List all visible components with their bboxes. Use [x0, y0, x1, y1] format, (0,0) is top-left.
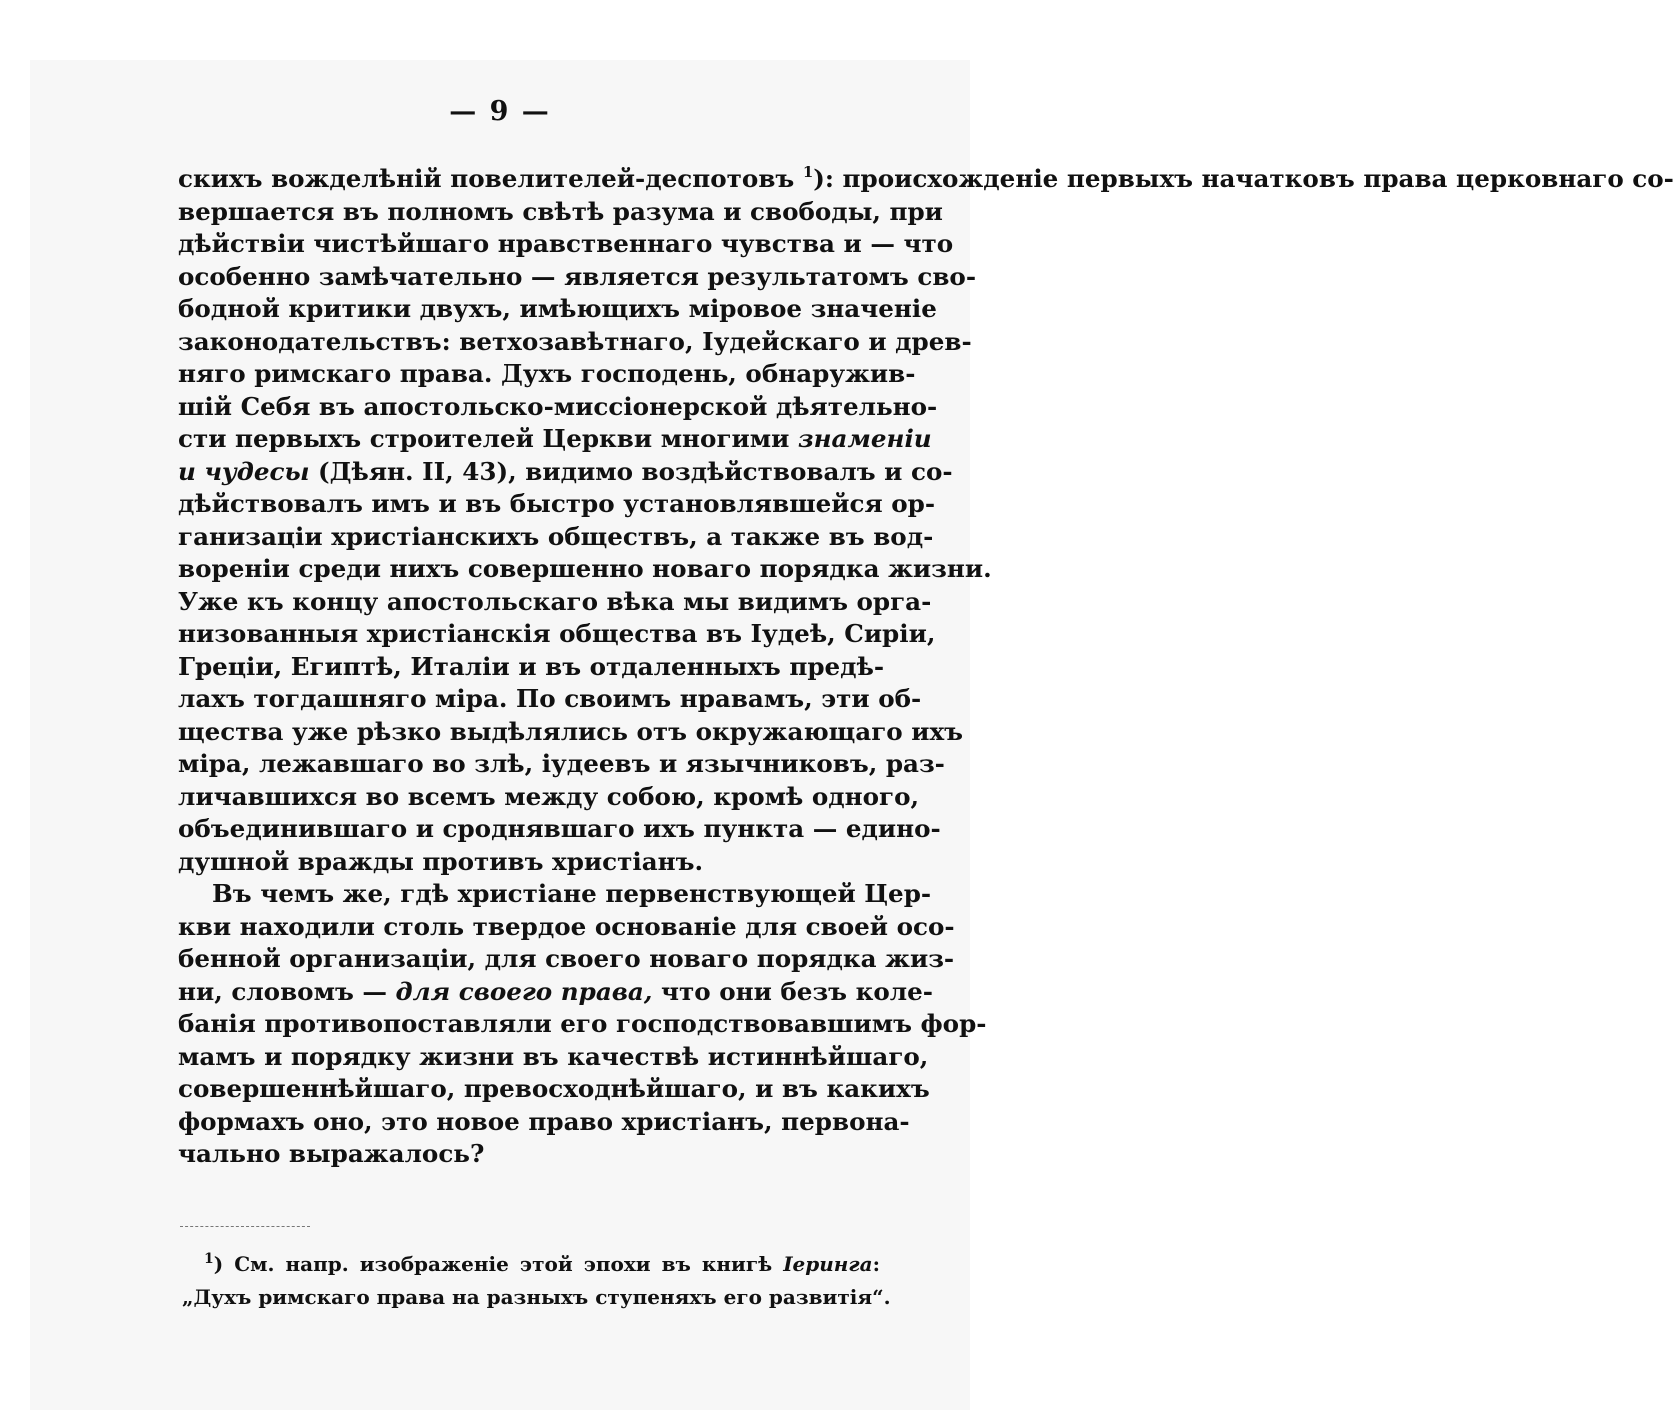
body-text [178, 163, 1674, 1171]
italic-phrase: и чудесы [178, 456, 310, 486]
text-line: личавшихся во всемъ между собою, кромѣ одного, [178, 781, 920, 811]
text-line: низованныя христіанскія общества въ Іудеѣ, Сиріи, [178, 619, 936, 648]
text-line: дѣйствовалъ имъ и въ быстро установлявшейся ор- [178, 489, 936, 518]
text-line: няго римскаго права. Духъ господень, обнаружив- [178, 359, 916, 388]
text-line: вершается въ полномъ свѣтѣ разума и свободы, при [178, 196, 943, 226]
text-line: шій Себя въ апостольско-миссіонерской дѣятельно- [178, 391, 938, 421]
footnote [182, 1248, 891, 1314]
text-line: лахъ тогдашняго міра. По своимъ нравамъ, эти об- [178, 684, 922, 713]
text-line: Греціи, Египтѣ, Италіи и въ отдаленныхъ предѣ- [178, 651, 885, 681]
text-line: щества уже рѣзко выдѣлялись отъ окружающаго ихъ [178, 716, 964, 746]
text-line: вореніи среди нихъ совершенно новаго порядка жизни. [178, 554, 992, 583]
text-line: мамъ и порядку жизни въ качествѣ истиннѣйшаго, [178, 1041, 929, 1071]
text-line: Въ чемъ же, гдѣ христіане первенствующей Цер- [212, 879, 932, 908]
text-line: бенной организаціи, для своего новаго порядка жиз- [178, 944, 955, 973]
text-line: бодной критики двухъ, имѣющихъ міровое значеніе [178, 294, 937, 323]
footnote-line: $^1$) См. напр. изображеніе этой эпохи въ книгѣ Іеринга: [204, 1251, 880, 1276]
text-line: совершеннѣйшаго, превосходнѣйшаго, и въ какихъ [178, 1074, 930, 1103]
text-line: ганизаціи христіанскихъ обществъ, а также въ вод- [178, 521, 934, 551]
text-line: сти первыхъ строителей Церкви многими знаменіи [178, 424, 932, 453]
text-line: скихъ вожделѣній повелителей-деспотовъ $^1$): происхожденіе первыхъ начатковъ права церковнаго со- [178, 163, 1674, 193]
footnote-divider [180, 1226, 310, 1227]
italic-phrase: для своего права, [395, 976, 653, 1006]
text-line: объединившаго и сроднявшаго ихъ пункта — едино- [178, 814, 941, 843]
footnote-author: Іеринга [783, 1252, 873, 1276]
text-line: законодательствъ: ветхозавѣтнаго, Іудейскаго и древ- [178, 326, 972, 356]
footnote-line: „Духъ римскаго права на разныхъ ступеняхъ его развитія“. [182, 1285, 891, 1309]
text-line: ни, словомъ — для своего права, что они безъ коле- [178, 976, 933, 1006]
footnote-marker[interactable]: 1 [802, 163, 814, 181]
text-line: Уже къ концу апостольскаго вѣка мы видимъ орга- [178, 586, 932, 616]
text-line: міра, лежавшаго во злѣ, іудеевъ и язычниковъ, раз- [178, 749, 945, 778]
text-line: дѣйствіи чистѣйшаго нравственнаго чувства и — что [178, 229, 954, 258]
page-number: — 9 — [449, 96, 551, 127]
text-line: и чудесы (Дѣян. II, 43), видимо воздѣйствовалъ и со- [178, 456, 953, 486]
text-line: особенно замѣчательно — является результатомъ сво- [178, 261, 977, 291]
text-line: банія противопоставляли его господствовавшимъ фор- [178, 1009, 987, 1038]
text-line: кви находили столь твердое основаніе для своей осо- [178, 911, 955, 941]
footnote-number: 1 [204, 1251, 214, 1267]
text-line: душной вражды противъ христіанъ. [178, 846, 704, 876]
italic-phrase: знаменіи [797, 424, 932, 453]
text-line: чально выражалось? [178, 1139, 485, 1168]
text-line: формахъ оно, это новое право христіанъ, первона- [178, 1106, 910, 1136]
